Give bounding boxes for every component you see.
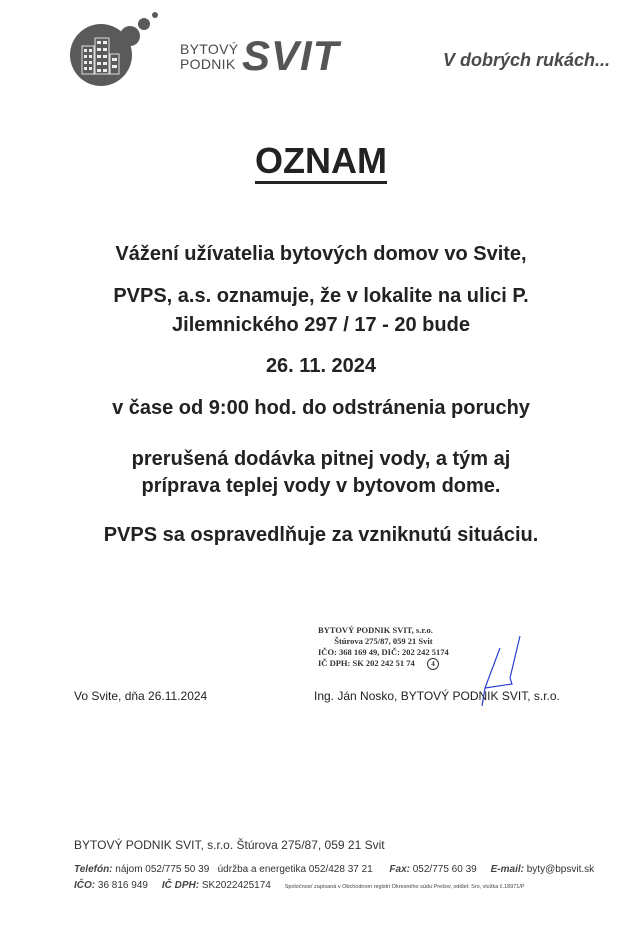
email-label: E-mail: [490, 864, 524, 875]
ico-label: IČO: [74, 880, 96, 891]
ico-value: 36 816 949 [97, 880, 148, 891]
fax-number: 052/775 60 39 [412, 864, 477, 875]
signer-name: Ing. Ján Nosko, BYTOVÝ PODNIK SVIT, s.r.o. [314, 689, 560, 703]
stamp-line: IČ DPH: SK 202 242 51 74 [318, 658, 415, 668]
title-text: OZNAM [255, 140, 387, 184]
stamp-line: IČO: 368 169 49, DIČ: 202 242 5174 [318, 647, 449, 657]
stamp-number: 4 [427, 658, 439, 670]
phone-rent: nájom 052/775 50 39 [115, 864, 210, 875]
logo-text [180, 42, 238, 72]
bubble-decor [152, 12, 158, 18]
phone-label: Telefón: [74, 864, 113, 875]
place-date: Vo Svite, dňa 26.11.2024 [74, 689, 208, 703]
greeting: Vážení užívatelia bytových domov vo Svite, [115, 243, 527, 265]
notice-line: v čase od 9:00 hod. do odstránenia poruchy [112, 397, 530, 419]
logo-line1: BYTOVÝ [180, 41, 239, 57]
footer-contacts [74, 864, 594, 875]
apology: PVPS sa ospravedlňuje za vzniknutú situáciu. [103, 524, 539, 546]
dph-label: IČ DPH: [161, 880, 200, 891]
phone-maintenance: údržba a energetika 052/428 37 21 [217, 864, 373, 875]
dph-value: SK2022425174 [201, 880, 271, 891]
page-title [0, 140, 642, 182]
notice-line: príprava teplej vody v bytovom dome. [141, 475, 501, 497]
fax-label: Fax: [389, 864, 410, 875]
footer-registration [74, 880, 525, 891]
company-logo [70, 8, 340, 88]
footer-address: BYTOVÝ PODNIK SVIT, s.r.o. Štúrova 275/87, 059 21 Svit [74, 838, 385, 852]
logo-brand: SVIT [242, 32, 340, 79]
bubble-decor [120, 26, 140, 46]
notice-date: 26. 11. 2024 [265, 355, 377, 377]
notice-line: prerušená dodávka pitnej vody, a tým aj [131, 448, 511, 470]
company-stamp [318, 625, 449, 670]
stamp-line: Štúrova 275/87, 059 21 Svit [334, 636, 433, 646]
notice-line: Jilemnického 297 / 17 - 20 bude [172, 314, 470, 336]
register-note: Spoločnosť zapísaná v Obchodnom registri Okresného súdu Prešov, oddiel: Sro, vložka č.18971/P [284, 884, 525, 890]
email-address[interactable]: byty@bpsvit.sk [526, 864, 595, 875]
notice-line: PVPS, a.s. oznamuje, že v lokalite na ulici P. [113, 285, 529, 307]
stamp-line: BYTOVÝ PODNIK SVIT, s.r.o. [318, 625, 433, 635]
bubble-decor [138, 18, 150, 30]
slogan: V dobrých rukách... [442, 50, 610, 70]
logo-line2: PODNIK [180, 56, 236, 72]
